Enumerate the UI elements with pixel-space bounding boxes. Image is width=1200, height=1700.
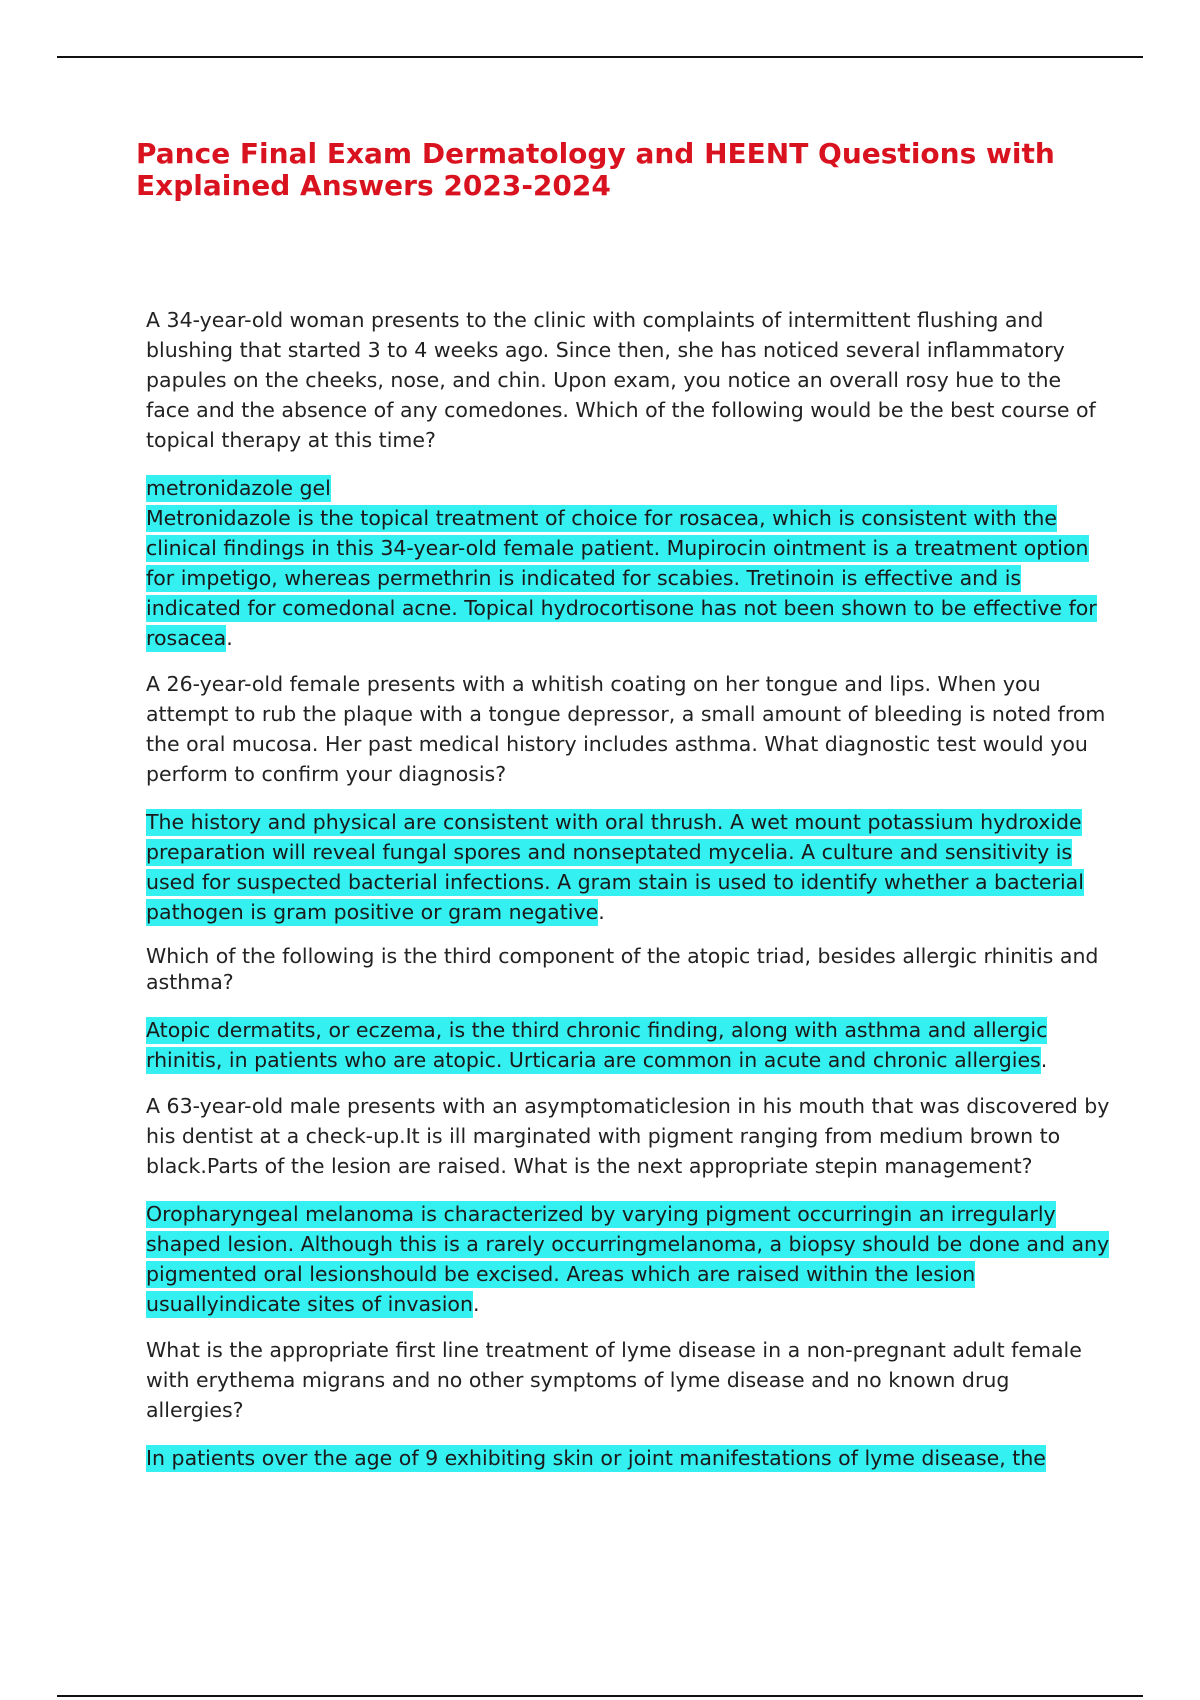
question-text: A 63-year-old male presents with an asymptomaticlesion in his mouth that was discovered by his dentist at a check-up.It is ill marginated with pigment ranging from medium brown to black.Parts of the lesion are raised. What is the next appropriate stepin management?: [146, 1094, 1110, 1178]
question-text: Which of the following is the third component of the atopic triad, besides allergic rhinitis and asthma?: [146, 944, 1099, 994]
answer-tail: .: [598, 900, 605, 924]
answer-block: [146, 1015, 1111, 1075]
qa-item-4: [146, 1091, 1111, 1319]
question-text: A 34-year-old woman presents to the clinic with complaints of intermittent flushing and blushing that started 3 to 4 weeks ago. Since then, she has noticed several inflammatory papules on the cheeks, nose, and chin. Upon exam, you notice an overall rosy hue to the face and the absence of any comedones. Which of the following would be the best course of topical therapy at this time?: [146, 308, 1096, 452]
answer-tail: .: [1040, 1048, 1048, 1072]
answer-heading: metronidazole gel: [146, 476, 331, 500]
qa-item-1: [146, 305, 1111, 653]
bottom-rule: [57, 1695, 1143, 1697]
question-text: What is the appropriate first line treatment of lyme disease in a non-pregnant adult female with erythema migrans and no other symptoms of lyme disease and no known drug allergies?: [146, 1338, 1082, 1422]
answer-text: Atopic dermatits, or eczema, is the third chronic finding, along with asthma and allergic rhinitis, in patients who are atopic. Urticaria are common in acute and chronic allergies: [146, 1018, 1048, 1072]
qa-item-5: [146, 1335, 1111, 1473]
answer-block: [146, 1443, 1111, 1473]
answer-block: [146, 473, 1111, 653]
qa-item-2: [146, 669, 1111, 927]
answer-text: Oropharyngeal melanoma is characterized by varying pigment occurringin an irregularly shaped lesion. Although this is a rarely occurringmelanoma, a biopsy should be done and any pigmented oral lesionshould be excised. Areas which are raised within the lesion usuallyindicate sites of invasion: [146, 1202, 1110, 1316]
document-title: Pance Final Exam Dermatology and HEENT Questions with Explained Answers 2023-2024: [136, 137, 1055, 202]
answer-text: The history and physical are consistent with oral thrush. A wet mount potassium hydroxide preparation will reveal fungal spores and nonseptated mycelia. A culture and sensitivity is used for suspected bacterial infections. A gram stain is used to identify whether a bacterial pathogen is gram positive or gram negative: [146, 810, 1084, 924]
answer-text: Metronidazole is the topical treatment of choice for rosacea, which is consistent with the clinical findings in this 34-year-old female patient. Mupirocin ointment is a treatment option for impetigo, whereas permethrin is indicated for scabies. Tretinoin is effective and is indicated for comedonal acne. Topical hydrocortisone has not been shown to be effective for rosacea: [146, 506, 1097, 650]
qa-item-3: [146, 943, 1111, 1075]
answer-tail: .: [226, 626, 233, 650]
answer-block: [146, 1199, 1111, 1319]
answer-tail: .: [472, 1292, 480, 1316]
top-rule: [57, 56, 1143, 58]
document-body: [146, 305, 1111, 1489]
question-text: A 26-year-old female presents with a whitish coating on her tongue and lips. When you attempt to rub the plaque with a tongue depressor, a small amount of bleeding is noted from the oral mucosa. Her past medical history includes asthma. What diagnostic test would you perform to confirm your diagnosis?: [146, 672, 1106, 786]
answer-block: [146, 807, 1111, 927]
answer-text: In patients over the age of 9 exhibiting skin or joint manifestations of lyme disease, the: [146, 1446, 1046, 1470]
